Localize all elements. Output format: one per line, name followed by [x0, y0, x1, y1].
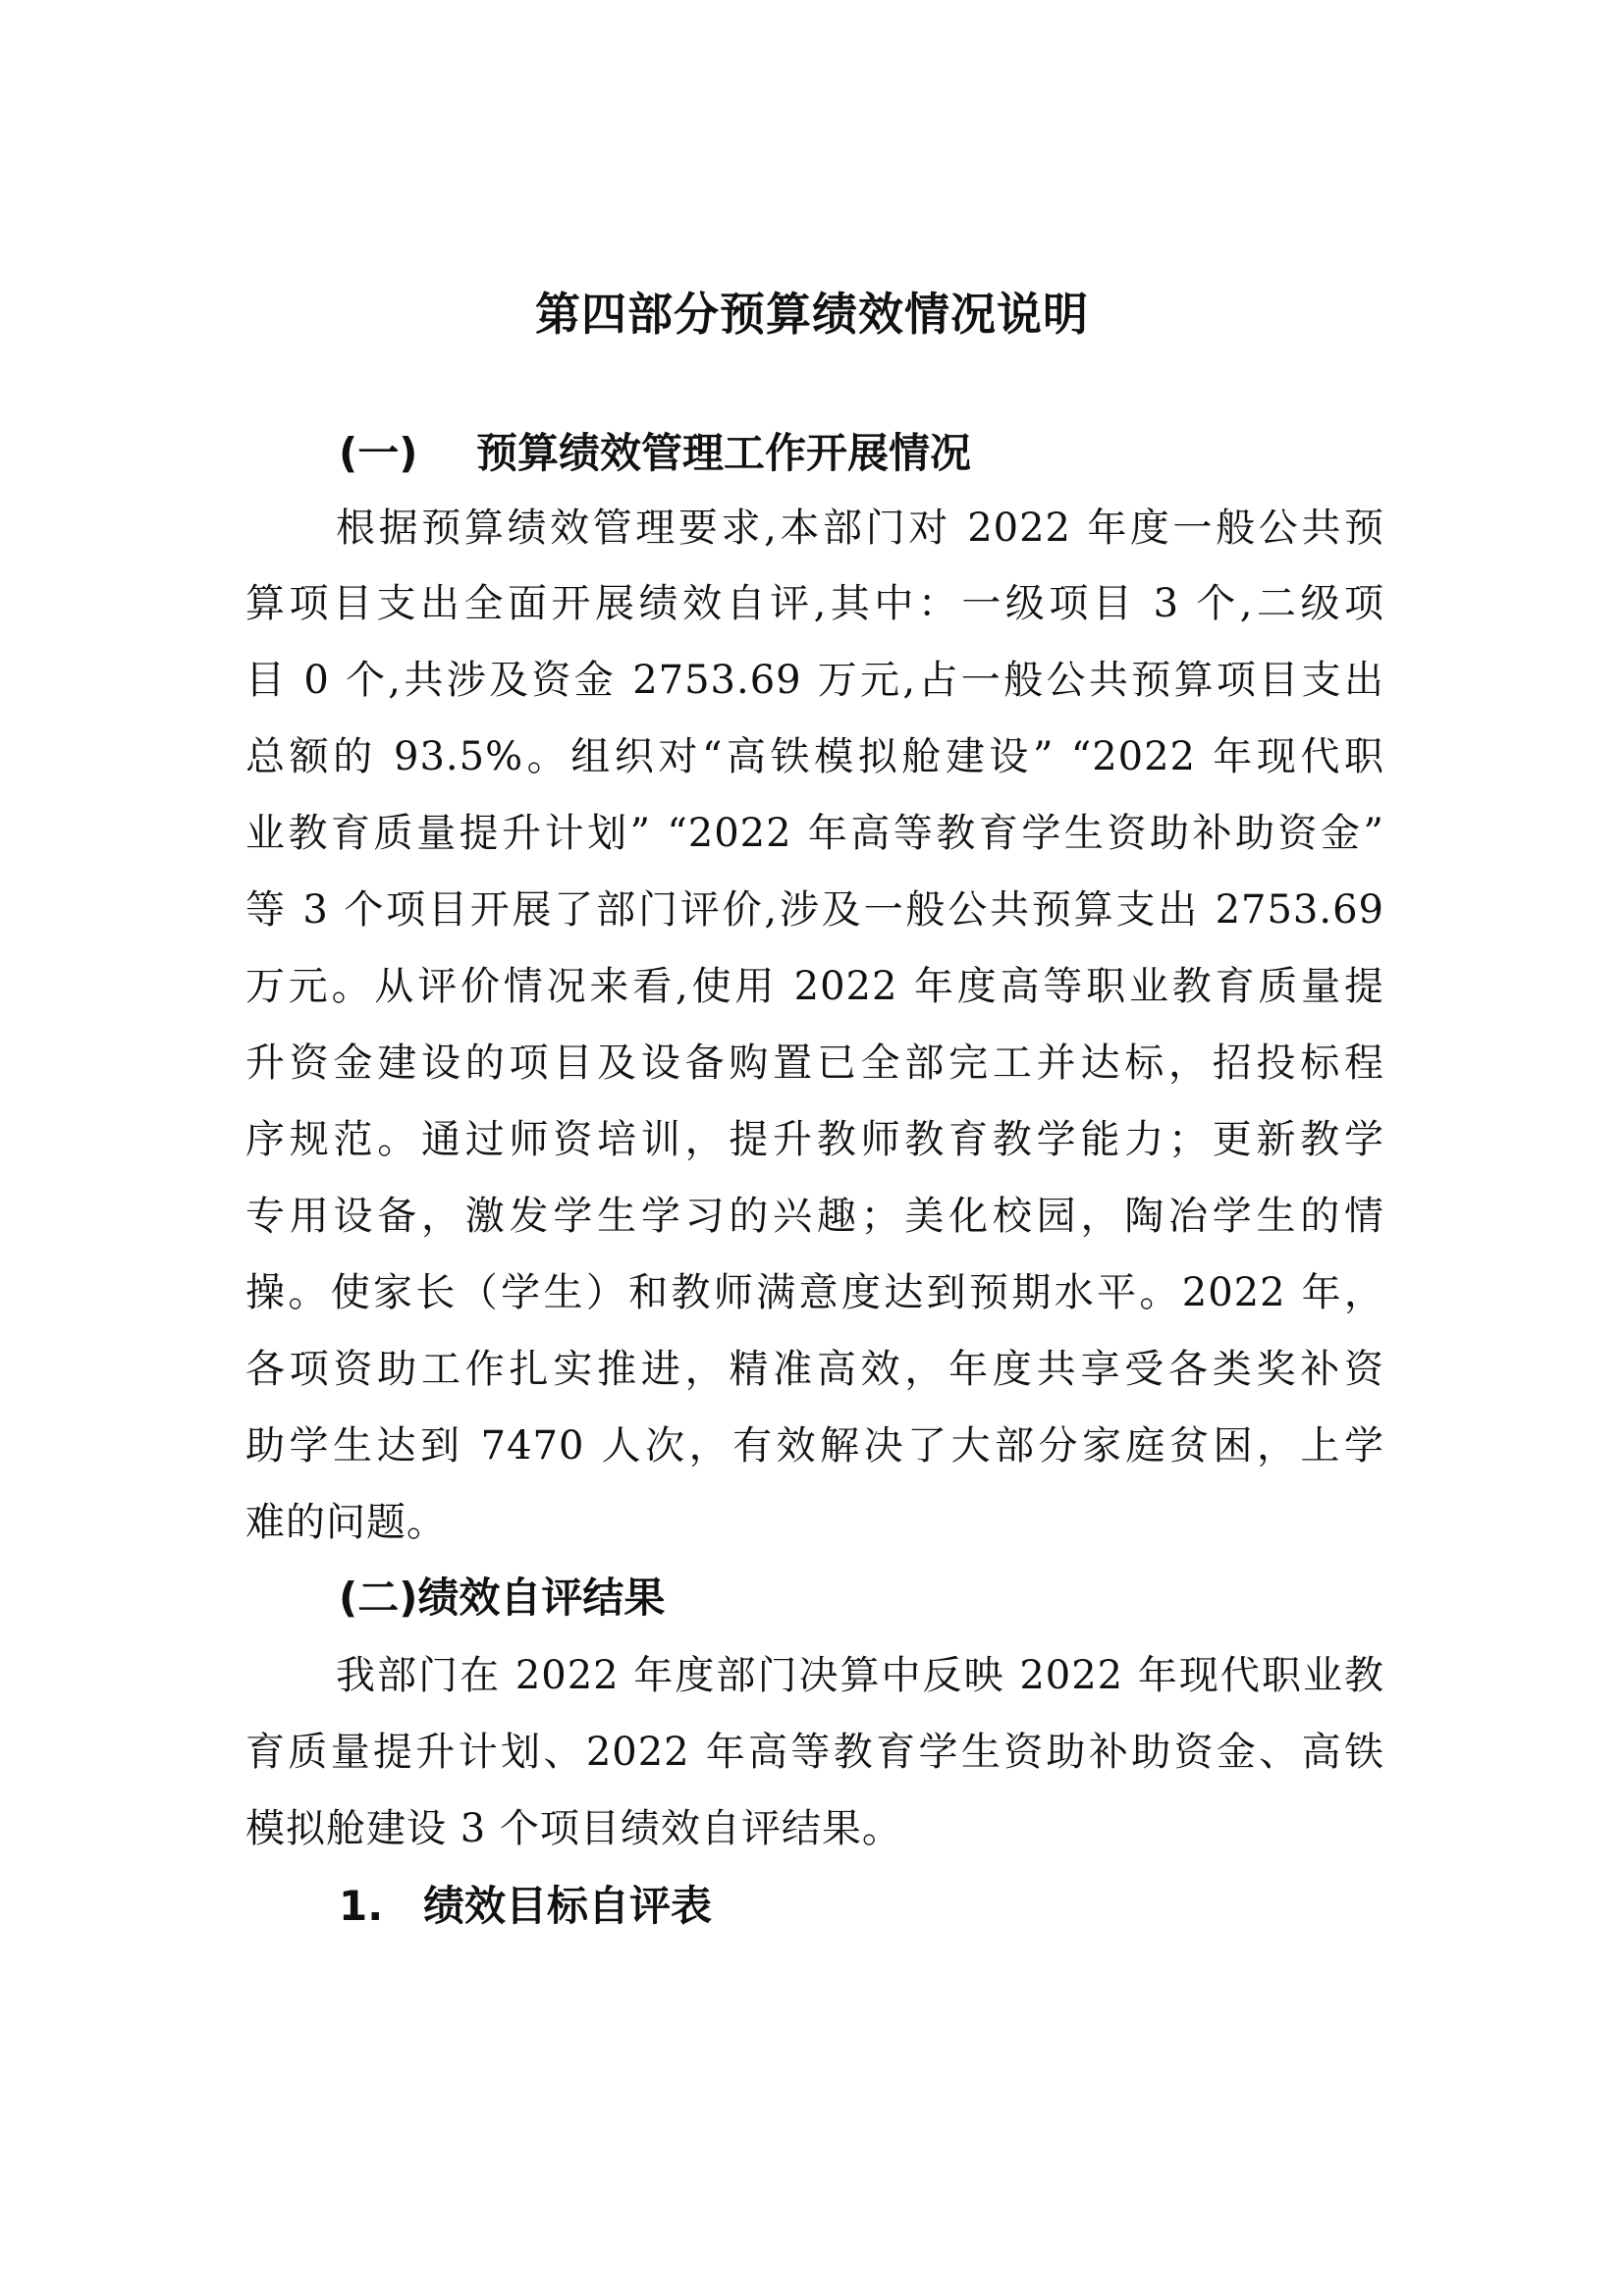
paragraph-line: 操。使家长（学生）和教师满意度达到预期水平。2022 年， [245, 1270, 1384, 1315]
section-number-1: (一) [339, 429, 418, 477]
paragraph-line: 难的问题。 [245, 1500, 447, 1545]
paragraph-line: 序规范。通过师资培训，提升教师教育教学能力；更新教学 [245, 1117, 1384, 1162]
page-title: 第四部分预算绩效情况说明 [535, 288, 1089, 341]
paragraph-line: 我部门在 2022 年度部门决算中反映 2022 年现代职业教 [336, 1653, 1384, 1698]
paragraph-line: 育质量提升计划、2022 年高等教育学生资助补助资金、高铁 [245, 1730, 1384, 1775]
section-number-3: 1. [339, 1882, 384, 1930]
paragraph-line: 万元。从评价情况来看,使用 2022 年度高等职业教育质量提 [245, 964, 1384, 1009]
section-title-3: 绩效目标自评表 [423, 1882, 713, 1930]
section-heading-1 [339, 424, 971, 483]
paragraph-line: 业教育质量提升计划” “2022 年高等教育学生资助补助资金” [245, 811, 1384, 856]
section-title-1: 预算绩效管理工作开展情况 [476, 429, 972, 477]
section-heading-2: (二)绩效自评结果 [339, 1574, 666, 1622]
paragraph-line: 升资金建设的项目及设备购置已全部完工并达标，招投标程 [245, 1041, 1384, 1086]
paragraph-line: 等 3 个项目开展了部门评价,涉及一般公共预算支出 2753.69 [245, 887, 1384, 933]
paragraph-line: 总额的 93.5%。组织对“高铁模拟舱建设” “2022 年现代职 [245, 734, 1384, 779]
paragraph-line: 算项目支出全面开展绩效自评,其中：一级项目 3 个,二级项 [245, 581, 1384, 626]
paragraph-line: 助学生达到 7470 人次，有效解决了大部分家庭贫困，上学 [245, 1423, 1384, 1468]
paragraph-line: 目 0 个,共涉及资金 2753.69 万元,占一般公共预算项目支出 [245, 658, 1384, 703]
section-heading-3 [339, 1877, 712, 1936]
paragraph-line: 模拟舱建设 3 个项目绩效自评结果。 [245, 1806, 902, 1851]
paragraph-line: 专用设备，激发学生学习的兴趣；美化校园，陶冶学生的情 [245, 1194, 1384, 1239]
paragraph-line: 根据预算绩效管理要求,本部门对 2022 年度一般公共预 [336, 506, 1384, 551]
paragraph-line: 各项资助工作扎实推进，精准高效，年度共享受各类奖补资 [245, 1347, 1384, 1392]
